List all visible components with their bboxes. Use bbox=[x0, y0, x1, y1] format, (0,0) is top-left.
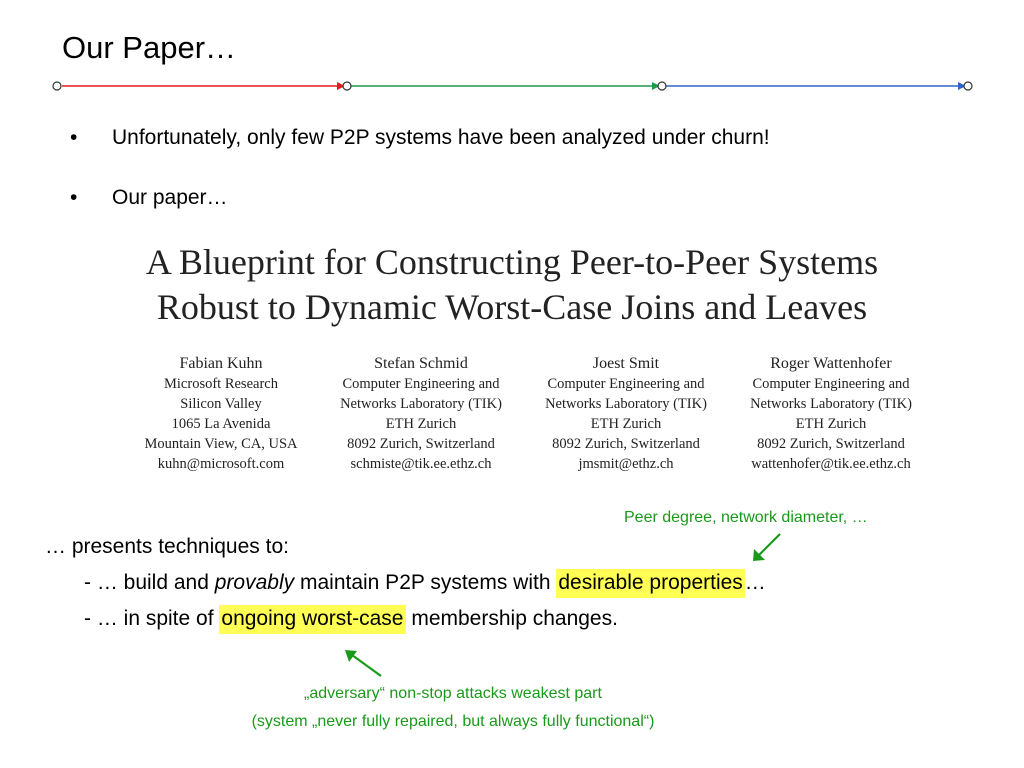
author-address: 1065 La Avenida bbox=[171, 416, 271, 432]
technique-item bbox=[84, 571, 766, 595]
divider-node bbox=[658, 82, 666, 90]
author-address: 8092 Zurich, Switzerland bbox=[552, 436, 700, 452]
author-affiliation: Computer Engineering and bbox=[752, 376, 910, 392]
technique-item bbox=[84, 607, 618, 631]
author-affiliation: Networks Laboratory (TIK) bbox=[545, 396, 707, 412]
paper-title-line: A Blueprint for Constructing Peer-to-Peer Systems bbox=[145, 242, 879, 282]
divider-node bbox=[343, 82, 351, 90]
paper-title bbox=[0, 240, 1024, 330]
author-address: ETH Zurich bbox=[590, 416, 662, 432]
author-affiliation: Computer Engineering and bbox=[342, 376, 500, 392]
author-email: wattenhofer@tik.ee.ethz.ch bbox=[751, 456, 911, 472]
annotation-properties: Peer degree, network diameter, … bbox=[624, 509, 868, 526]
author-block bbox=[321, 354, 521, 474]
arrow-to-worst-case bbox=[352, 655, 381, 676]
bullet-text: Unfortunately, only few P2P systems have been analyzed under churn! bbox=[112, 126, 770, 149]
item-text: - … build and bbox=[84, 571, 215, 594]
item-text: … bbox=[744, 571, 766, 594]
slide-title: Our Paper… bbox=[62, 30, 237, 65]
author-affiliation: Networks Laboratory (TIK) bbox=[750, 396, 912, 412]
author-email: schmiste@tik.ee.ethz.ch bbox=[350, 456, 492, 472]
bullet-dot: • bbox=[70, 186, 78, 209]
author-address: Mountain View, CA, USA bbox=[144, 436, 298, 452]
highlight-desirable-properties: desirable properties bbox=[556, 569, 744, 598]
author-email: kuhn@microsoft.com bbox=[157, 456, 285, 472]
author-affiliation: Computer Engineering and bbox=[547, 376, 705, 392]
bullet-item bbox=[70, 186, 228, 210]
title-divider bbox=[0, 0, 1024, 110]
annotation-line: (system „never fully repaired, but always fully functional“) bbox=[251, 713, 655, 730]
arrow-to-desirable-properties bbox=[759, 534, 780, 555]
paper-title-line: Robust to Dynamic Worst-Case Joins and Leaves bbox=[156, 287, 868, 327]
annotation-line: „adversary“ non-stop attacks weakest part bbox=[304, 685, 602, 702]
author-name: Roger Wattenhofer bbox=[770, 355, 892, 372]
author-name: Stefan Schmid bbox=[374, 355, 468, 372]
author-affiliation: Silicon Valley bbox=[180, 396, 262, 412]
item-text: - … in spite of bbox=[84, 607, 220, 630]
techniques-intro: … presents techniques to: bbox=[45, 535, 289, 558]
author-block bbox=[526, 354, 726, 474]
item-text: membership changes. bbox=[405, 607, 618, 630]
author-block bbox=[121, 354, 321, 474]
item-text: maintain P2P systems with bbox=[294, 571, 557, 594]
bullet-item bbox=[70, 126, 770, 150]
author-address: ETH Zurich bbox=[795, 416, 867, 432]
author-email: jmsmit@ethz.ch bbox=[578, 456, 674, 472]
author-address: 8092 Zurich, Switzerland bbox=[757, 436, 905, 452]
arrow-head bbox=[753, 549, 765, 561]
annotation-adversary bbox=[0, 680, 906, 736]
author-name: Joest Smit bbox=[592, 355, 660, 372]
item-emphasis: provably bbox=[214, 571, 295, 594]
arrow-head bbox=[345, 650, 357, 662]
author-block bbox=[731, 354, 931, 474]
divider-node bbox=[53, 82, 61, 90]
author-name: Fabian Kuhn bbox=[179, 355, 263, 372]
author-address: 8092 Zurich, Switzerland bbox=[347, 436, 495, 452]
author-affiliation: Microsoft Research bbox=[164, 376, 278, 392]
author-affiliation: Networks Laboratory (TIK) bbox=[340, 396, 502, 412]
divider-node bbox=[964, 82, 972, 90]
author-address: ETH Zurich bbox=[385, 416, 457, 432]
bullet-dot: • bbox=[70, 126, 78, 149]
highlight-worst-case: ongoing worst-case bbox=[219, 605, 405, 634]
bullet-text: Our paper… bbox=[112, 186, 228, 209]
